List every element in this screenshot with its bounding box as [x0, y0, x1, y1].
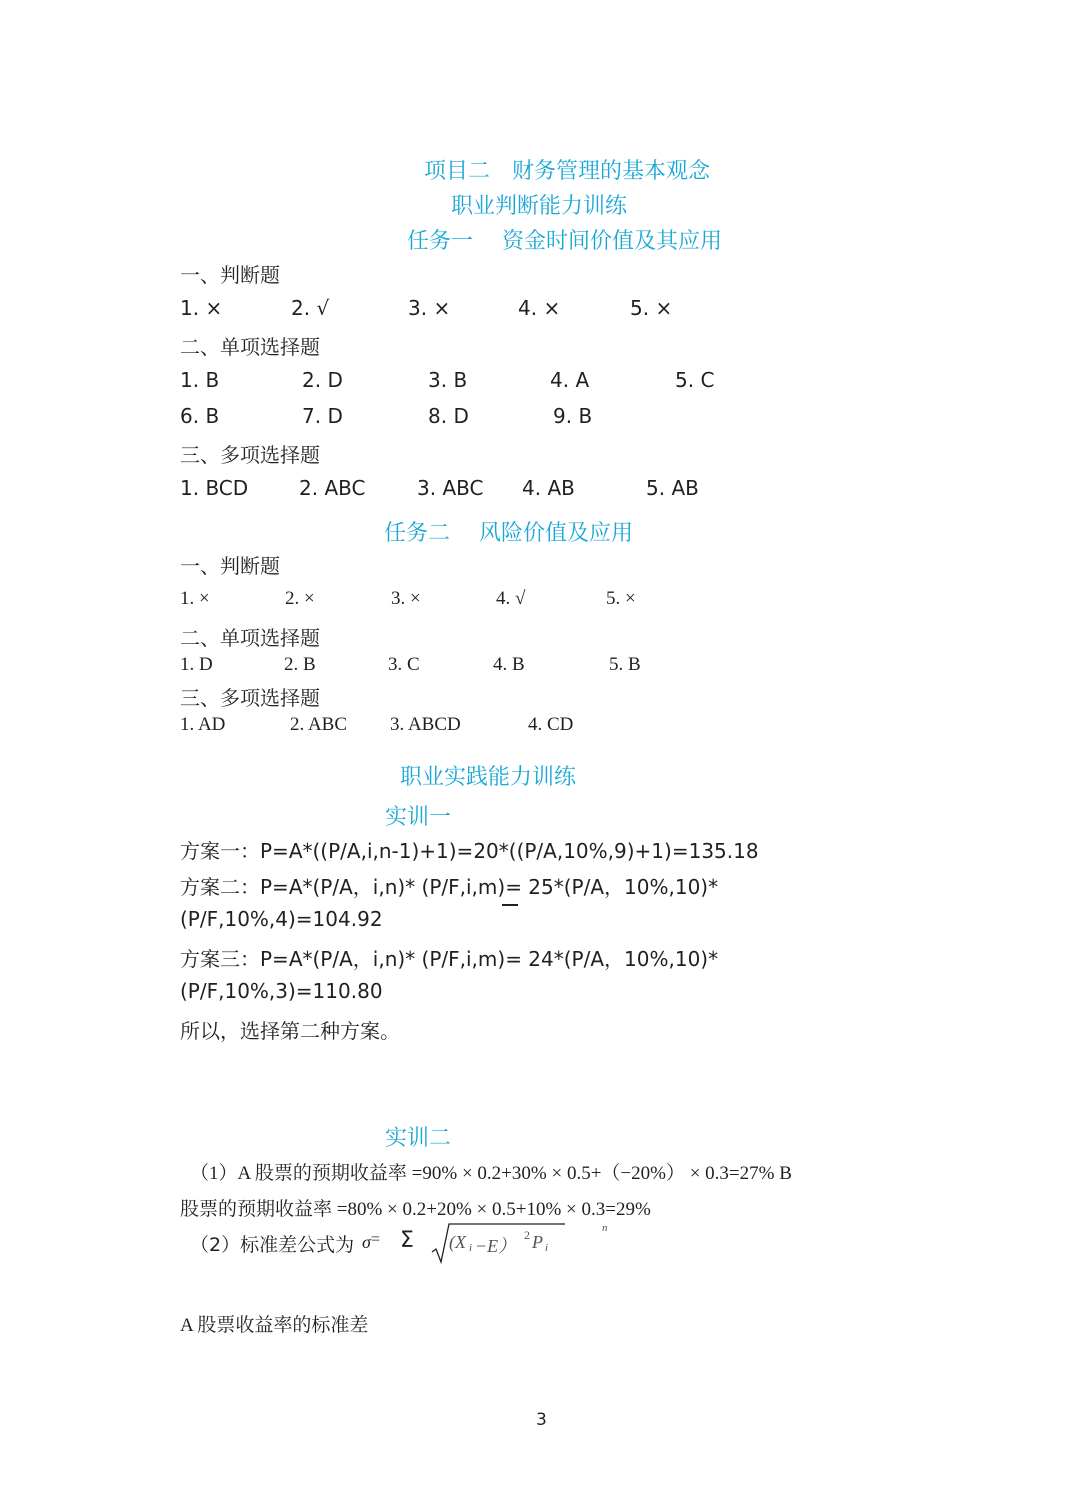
- formula-n: n: [602, 1222, 608, 1234]
- answer-item: 1. BCD: [180, 476, 249, 500]
- answer-item: 4. ×: [518, 296, 561, 320]
- practice1-line: 方案三：P=A*(P/A，i,n)* (P/F,i,m)= 24*(P/A，10%,10)*: [180, 947, 719, 971]
- answer-item: 1. D: [180, 654, 213, 675]
- answer-item: 3. ABCD: [390, 714, 461, 735]
- formula-sup: 2: [524, 1228, 530, 1242]
- answer-item: 2. D: [302, 368, 343, 392]
- answer-item: 1. ×: [180, 588, 210, 609]
- practice2-heading: 实训二: [385, 1126, 452, 1151]
- answer-item: 5. ×: [630, 296, 673, 320]
- section-heading-practice: 职业实践能力训练: [400, 765, 577, 790]
- answer-item: 1. ×: [180, 296, 223, 320]
- task1-heading: 任务一 资金时间价值及其应用: [407, 229, 722, 254]
- practice1-line: 方案一：P=A*((P/A,i,n-1)+1)=20*((P/A,10%,9)+1)=135.18: [180, 839, 759, 863]
- sum-symbol: Σ: [400, 1228, 414, 1253]
- task1-single-title: 二、单项选择题: [180, 335, 320, 359]
- answer-item: 2. B: [284, 654, 316, 675]
- answer-item: 9. B: [553, 404, 593, 428]
- answer-item: 3. ABC: [417, 476, 484, 500]
- page-number: 3: [536, 1410, 547, 1430]
- task2-multi-title: 三、多项选择题: [180, 686, 320, 710]
- task2-tf-title: 一、判断题: [180, 554, 280, 578]
- formula-p-sub: i: [545, 1242, 549, 1254]
- answer-item: 2. ABC: [299, 476, 366, 500]
- answer-item: 3. B: [428, 368, 468, 392]
- answer-item: 5. B: [609, 654, 641, 675]
- section-heading-judgment: 职业判断能力训练: [451, 194, 628, 219]
- std-formula-line: [190, 1222, 670, 1268]
- sigma-symbol: σ: [362, 1232, 371, 1252]
- equals-sign: =: [371, 1231, 381, 1248]
- formula-prefix: （2）标准差公式为: [190, 1234, 355, 1256]
- formula-x-sub: i: [469, 1242, 473, 1254]
- practice1-line: (P/F,10%,3)=110.80: [180, 979, 383, 1003]
- formula-x: (X: [449, 1232, 466, 1252]
- answer-item: 2. √: [291, 296, 330, 320]
- practice2-line1: （1）A 股票的预期收益率 =90% × 0.2+30% × 0.5+（−20%） × 0.3=27% B: [190, 1163, 792, 1184]
- answer-item: 6. B: [180, 404, 220, 428]
- page-title: 项目二 财务管理的基本观念: [424, 159, 711, 184]
- answer-item: 3. ×: [408, 296, 451, 320]
- answer-item: 4. B: [493, 654, 525, 675]
- formula-e: −E）: [475, 1236, 517, 1256]
- answer-item: 3. ×: [391, 588, 421, 609]
- answer-item: 4. A: [550, 368, 590, 392]
- formula-p: P: [532, 1232, 543, 1252]
- answer-item: 7. D: [302, 404, 343, 428]
- answer-item: 2. ABC: [290, 714, 348, 735]
- task2-single-title: 二、单项选择题: [180, 626, 320, 650]
- answer-item: 1. AD: [180, 714, 226, 735]
- practice1-heading: 实训一: [385, 805, 452, 830]
- task1-tf-title: 一、判断题: [180, 263, 280, 287]
- practice1-line: 方案二：P=A*(P/A，i,n)* (P/F,i,m)= 25*(P/A，10%,10)*: [180, 875, 719, 899]
- underline-mark: [502, 904, 518, 906]
- answer-item: 5. ×: [606, 588, 636, 609]
- answer-item: 1. B: [180, 368, 220, 392]
- answer-item: 5. AB: [646, 476, 699, 500]
- answer-item: 3. C: [388, 654, 420, 675]
- answer-item: 8. D: [428, 404, 469, 428]
- answer-item: 4. √: [496, 588, 526, 609]
- task2-heading: 任务二 风险价值及应用: [384, 521, 633, 546]
- answer-item: 4. CD: [528, 714, 574, 735]
- practice2-line2: 股票的预期收益率 =80% × 0.2+20% × 0.5+10% × 0.3=29%: [180, 1199, 651, 1220]
- practice1-conclusion: 所以，选择第二种方案。: [180, 1019, 400, 1043]
- answer-item: 4. AB: [522, 476, 575, 500]
- practice2-line4: A 股票收益率的标准差: [180, 1315, 369, 1336]
- answer-item: 5. C: [675, 368, 715, 392]
- task1-multi-title: 三、多项选择题: [180, 443, 320, 467]
- practice1-line: (P/F,10%,4)=104.92: [180, 907, 383, 931]
- answer-item: 2. ×: [285, 588, 315, 609]
